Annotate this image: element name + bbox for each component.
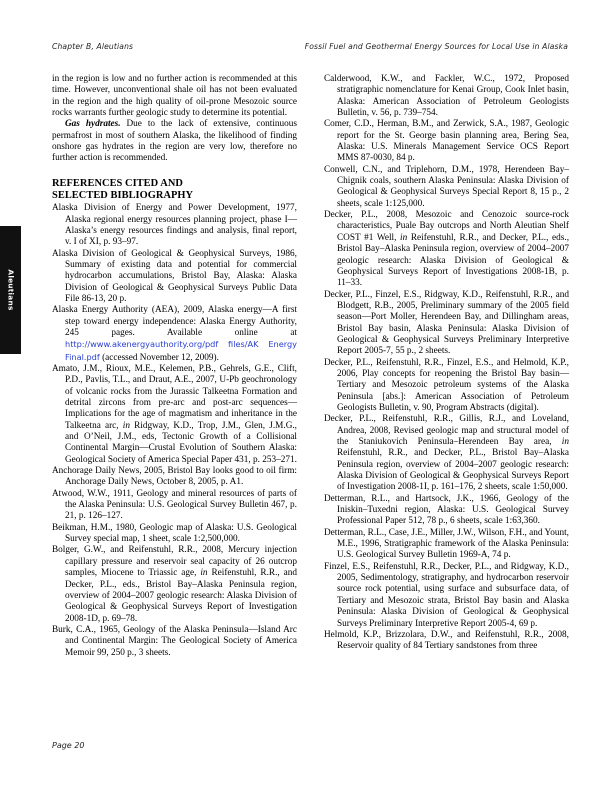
reference-part-1: Amato, J.M., Rioux, M.E., Kelemen, P.B., Gehrels, G.E., Clift, P.D., Pavlis, T.L., and Draut, A.E., 2007, U-Pb geochronology of volcanic rocks from the Jurassic Talkeetna Formation and detrital zircons from pre-arc and post-arc sequences—Implications for the age of magmatism and inheritance in the Talkeetna arc,: [52, 363, 297, 431]
reference-item-decker-gillis: [324, 414, 569, 493]
references-section-heading: [52, 178, 297, 202]
running-head-chapter: Chapter B, Aleutians: [52, 42, 134, 51]
running-head-title: Fossil Fuel and Geothermal Energy Sources for Local Use in Alaska: [304, 42, 568, 51]
reference-text-after-link: (accessed November 12, 2009).: [99, 352, 219, 363]
reference-item: Burk, C.A., 1965, Geology of the Alaska Peninsula—Island Arc and Continental Margin: The Geological Society of America Memoir 99, 250 p., 3 sheets.: [52, 624, 297, 658]
references-heading-line-2: SELECTED BIBLIOGRAPHY: [52, 189, 194, 201]
reference-text-before-link: Alaska Energy Authority (AEA), 2009, Alaska energy—A first step toward energy independence: Alaska Energy Authority, 245 pages. Available online at: [52, 305, 297, 338]
reference-part-2: Reifenstuhl, R.R., and Decker, P.L., eds., Bristol Bay–Alaska Peninsula region, overview of 2004–2007 geologic research: Alaska Division of Geological & Geophysical Surveys Report of Investigations 2008-1B, p. 11–33.: [337, 232, 570, 289]
right-column: [324, 74, 569, 714]
reference-italic-in: in: [122, 420, 130, 431]
reference-item-decker-2008: [324, 210, 569, 289]
reference-item: Alaska Division of Energy and Power Development, 1977, Alaska regional energy resources planning project, phase I—Alaska’s energy resources findings and analysis, final report, v. I of XI, p. 93–97.: [52, 203, 297, 248]
gas-hydrates-paragraph: [52, 119, 297, 164]
left-column: [52, 74, 297, 714]
left-reference-list: [52, 203, 297, 659]
reference-item: Alaska Division of Geological & Geophysical Surveys, 1986, Summary of existing data and potential for commercial hydrocarbon accumulations, Bristol Bay, Alaska: Alaska Division of Geological & Geophysical Surveys Public Data File 86-13, 20 p.: [52, 248, 297, 304]
reference-item: Finzel, E.S., Reifenstuhl, R.R., Decker, P.L., and Ridgway, K.D., 2005, Sedimentology, stratigraphy, and hydrocarbon reservoir source rock potential, using surface and subsurface data, of Tertiary and Mesozoic strata, Bristol Bay basin and Alaska Peninsula: Alaska Division of Geological & Geophysical Surveys Preliminary Interpretive Report 2005-4, 69 p.: [324, 561, 569, 629]
chapter-thumb-tab: [0, 226, 21, 354]
reference-part-2: Reifenstuhl, R.R., and Decker, P.L., eds., Bristol Bay–Alaska Peninsula region, overview of 2004–2007 geologic research: Alaska Division of Geological & Geophysical Surveys Report of Investigation 2008-1D, p. 69–78.: [65, 568, 298, 624]
reference-item: Decker, P.L., Finzel, E.S., Ridgway, K.D., Reifenstuhl, R.R., and Blodgett, R.B., 2005, Preliminary summary of the 2005 field season—Port Moller, Herendeen Bay, and Dillingham areas, Bristol Bay basin, Alaska Peninsula: Alaska Division of Geological & Geophysical Surveys Preliminary Interpretive Report 2005-7, 55 p., 2 sheets.: [324, 289, 569, 357]
gas-hydrates-runin-head: Gas hydrates.: [65, 119, 121, 130]
reference-item: Helmold, K.P., Brizzolara, D.W., and Reifenstuhl, R.R., 2008, Reservoir quality of 84 Tertiary sandstones from three: [324, 629, 569, 652]
running-head: [52, 42, 568, 56]
reference-italic-in: in: [561, 437, 569, 447]
two-column-body: [52, 74, 569, 714]
reference-part-1: Decker, P.L., Reifenstuhl, R.R., Finzel, E.S., and Helmold, K.P., 2006, Play concepts for reopening the Bristol Bay basin—Tertiary and Mesozoic petroleum systems of the Alaska Peninsula [abs.]: American Association of Petroleum Geologists Bulletin, v. 90, Program Abstracts (digital).: [324, 357, 569, 413]
page-number-label: Page 20: [52, 741, 85, 750]
reference-italic-in: in: [200, 568, 208, 579]
reference-part-1: Decker, P.L., Reifenstuhl, R.R., Gillis, R.J., and Loveland, Andrea, 2008, Revised geologic map and structural model of the Staniukovich Peninsula–Herendeen Bay area,: [324, 414, 569, 447]
reference-part-1: Bolger, G.W., and Reifenstuhl, R.R., 2008, Mercury injection capillary pressure and reservoir seal capacity of 26 outcrop samples, Miocene to Triassic age,: [52, 545, 297, 579]
reference-part-2: Ridgway, K.D., Trop, J.M., Glen, J.M.G., and O’Neil, J.M., eds, Tectonic Growth of a Collisional Continental Margin—Crustal Evolution of Southern Alaska: Geological Society of America Special Paper 431, p. 253–271.: [65, 420, 297, 465]
gas-hydrates-text: Due to the lack of extensive, continuous permafrost in most of southern Alaska, the likelihood of finding onshore gas hydrates in the region are very low, therefore no further action is recommended.: [52, 119, 298, 164]
reference-part-1: Decker, P.L., 2008, Mesozoic and Cenozoic source-rock characteristics, Puale Bay outcrops and North Aleutian Shelf COST #1 Well,: [324, 210, 569, 243]
reference-item: Calderwood, K.W., and Fackler, W.C., 1972, Proposed stratigraphic nomenclature for Kenai Group, Cook Inlet basin, Alaska: American Association of Petroleum Geologists Bulletin, v. 56, p. 739–754.: [324, 74, 569, 119]
reference-item: Detterman, R.L., Case, J.E., Miller, J.W., Wilson, F.H., and Yount, M.E., 1996, Stratigraphic framework of the Alaska Peninsula: U.S. Geological Survey Bulletin 1969-A, 74 p.: [324, 527, 569, 561]
reference-item-amato: [52, 364, 297, 466]
reference-item: Detterman, R.L., and Hartsock, J.K., 1966, Geology of the Iniskin–Tuxedni region, Alaska: U.S. Geological Survey Professional Paper 512, 78 p., 6 sheets, scale 1:63,360.: [324, 493, 569, 527]
chapter-thumb-tab-label: Aleutians: [6, 269, 15, 311]
page-footer: [52, 741, 84, 750]
references-heading-line-1: REFERENCES CITED AND: [52, 177, 183, 189]
reference-item-decker-2006: [324, 358, 569, 415]
reference-italic-in: in: [400, 232, 408, 243]
reference-item: Beikman, H.M., 1980, Geologic map of Alaska: U.S. Geological Survey special map, 1 sheet, scale 1:2,500,000.: [52, 522, 297, 545]
reference-part-2: Reifenstuhl, R.R., and Decker, P.L., Bristol Bay–Alaska Peninsula region, overview of 2004–2007 geologic research: Alaska Division of Geological & Geophysical Surveys Report of Investigation 2008-1I, p. 161–176, 2 sheets, scale 1:50,000.: [337, 448, 569, 493]
reference-item: Atwood, W.W., 1911, Geology and mineral resources of parts of the Alaska Peninsula: U.S. Geological Survey Bulletin 467, p. 21, p. 126–127.: [52, 488, 297, 522]
reference-item-aea: [52, 305, 297, 364]
reference-item: Conwell, C.N., and Triplehorn, D.M., 1978, Herendeen Bay–Chignik coals, southern Alaska Peninsula: Alaska Division of Geological & Geophysical Surveys Special Report 8, 15 p., 2 sheets, scale 1:125,000.: [324, 164, 569, 209]
reference-item-bolger: [52, 545, 297, 624]
aea-report-link[interactable]: http://www.akenergyauthority.org/pdf files/AK Energy Final.pdf: [65, 339, 297, 362]
reference-item: Comer, C.D., Herman, B.M., and Zerwick, S.A., 1987, Geologic report for the St. George basin planning area, Bering Sea, Alaska: U.S. Minerals Management Service OCS Report MMS 87-0030, 84 p.: [324, 119, 569, 164]
right-reference-list: [324, 74, 569, 653]
reference-item: Anchorage Daily News, 2005, Bristol Bay looks good to oil firm: Anchorage Daily News, October 8, 2005, p. A1.: [52, 466, 297, 488]
continued-paragraph: in the region is low and no further action is recommended at this time. However, unconventional shale oil has not been evaluated in the region and the high quality of oil-prone Mesozoic source rocks warrants further geologic study to determine its potential.: [52, 74, 297, 119]
